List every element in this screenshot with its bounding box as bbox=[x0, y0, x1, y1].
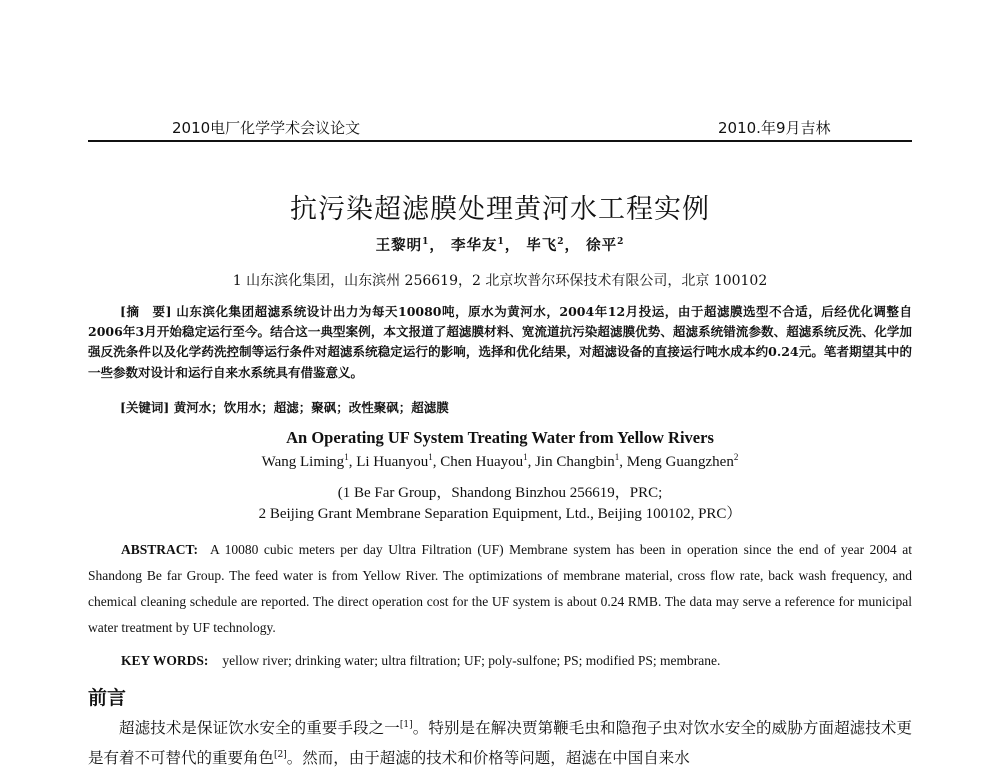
running-header-right: 2010.年9月吉林 bbox=[718, 119, 831, 137]
author-affil-mark: 1 bbox=[614, 452, 620, 462]
author-list-en: Wang Liming$^1$, Li Huanyou$^1$, Chen Huayou$^1$, Jin Changbin$^1$, Meng Guangzhen$^2$ bbox=[261, 452, 739, 470]
author-name-en: Jin Changbin bbox=[535, 454, 615, 470]
author-list: 王黎明$^1$， 李华友$^1$， 毕飞$^2$， 徐平$^2$ bbox=[375, 237, 625, 254]
intro-text: 。特别是在解决贾第鞭毛虫和隐孢子虫对饮水安全的威胁方面超滤技术更是有着不可替代的重要角色 bbox=[88, 719, 912, 768]
affiliation-en-line-2: 2 Beijing Grant Membrane Separation Equipment, Ltd., Beijing 100102, PRC） bbox=[258, 506, 742, 522]
paper-title: 抗污染超滤膜处理黄河水工程实例 bbox=[290, 194, 710, 225]
keywords-cn bbox=[120, 398, 449, 416]
keywords-en-text: yellow river; drinking water; ultra filtration; UF; poly-sulfone; PS; modified PS; membrane. bbox=[222, 653, 721, 668]
author-affil-mark: 1 bbox=[523, 452, 528, 462]
running-header-left: 2010电厂化学学术会议论文 bbox=[172, 119, 361, 137]
intro-paragraph bbox=[88, 712, 912, 772]
keywords-cn-text: 黄河水；饮用水；超滤；聚砜；改性聚砜；超滤膜 bbox=[173, 400, 449, 415]
author-affil-mark: 1 bbox=[422, 237, 430, 248]
author-name: 李华友 bbox=[450, 237, 498, 254]
abstract-en bbox=[88, 537, 912, 641]
section-heading: 前言 bbox=[88, 687, 127, 709]
keywords-en-label: KEY WORDS: bbox=[121, 653, 209, 668]
intro-text: 超滤技术是保证饮水安全的重要手段之一 bbox=[119, 719, 400, 738]
abstract-en-label: ABSTRACT: bbox=[121, 542, 199, 557]
citation-ref: [1] bbox=[399, 720, 413, 730]
keywords-cn-label: [关键词] bbox=[120, 400, 170, 415]
author-name: 毕飞 bbox=[526, 237, 558, 254]
affiliation: 1 山东滨化集团，山东滨州 256619，2 北京坎普尔环保技术有限公司，北京 100102 bbox=[232, 273, 768, 289]
author-affil-mark: 2 bbox=[617, 237, 625, 248]
author-affil-mark: 2 bbox=[733, 452, 739, 462]
header-rule bbox=[88, 140, 912, 142]
author-affil-mark: 1 bbox=[428, 452, 433, 462]
citation-ref: [2] bbox=[274, 750, 287, 761]
abstract-cn-label: [摘 要] bbox=[120, 304, 172, 319]
author-name-en: Meng Guangzhen bbox=[626, 454, 734, 470]
author-name: 徐平 bbox=[586, 237, 618, 254]
intro-text: 。然而，由于超滤的技术和价格等问题，超滤在中国自来水 bbox=[286, 749, 690, 768]
author-affil-mark: 2 bbox=[557, 237, 565, 248]
abstract-en-text: A 10080 cubic meters per day Ultra Filtration (UF) Membrane system has been in operation since the end of year 2004 at Shandong Be far Group. The feed water is from Yellow River. The optimizations of membrane material, cross flow rate, back wash frequency, and chemical cleaning schedule are reported. The direct operation cost for the UF system is about 0.24 RMB. The data may serve a reference for municipal water treatment by UF technology. bbox=[88, 542, 912, 635]
abstract-cn bbox=[88, 302, 912, 383]
paper-title-en: An Operating UF System Treating Water from Yellow Rivers bbox=[286, 428, 714, 447]
author-name: 王黎明 bbox=[375, 237, 423, 254]
author-name-en: Wang Liming bbox=[261, 454, 345, 470]
keywords-en bbox=[121, 653, 720, 669]
abstract-cn-text: 山东滨化集团超滤系统设计出力为每天10080吨，原水为黄河水，2004年12月投运，由于超滤膜选型不合适，后经优化调整自2006年3月开始稳定运行至今。结合这一典型案例，本文报道了超滤膜材料、宽流道抗污染超滤膜优势、超滤系统错流参数、超滤系统反洗、化学加强反洗条件以及化学药洗控制等运行条件对超滤系统稳定运行的影响，选择和优化结果，对超滤设备的直接运行吨水成本约0.24元。笔者期望其中的一些参数对设计和运行自来水系统具有借鉴意义。 bbox=[88, 304, 912, 380]
author-affil-mark: 1 bbox=[497, 237, 505, 248]
author-name-en: Li Huanyou bbox=[356, 454, 429, 470]
author-name-en: Chen Huayou bbox=[440, 454, 524, 470]
author-affil-mark: 1 bbox=[344, 452, 349, 462]
affiliation-en-line-1: (1 Be Far Group，Shandong Binzhou 256619，PRC; bbox=[337, 485, 663, 501]
